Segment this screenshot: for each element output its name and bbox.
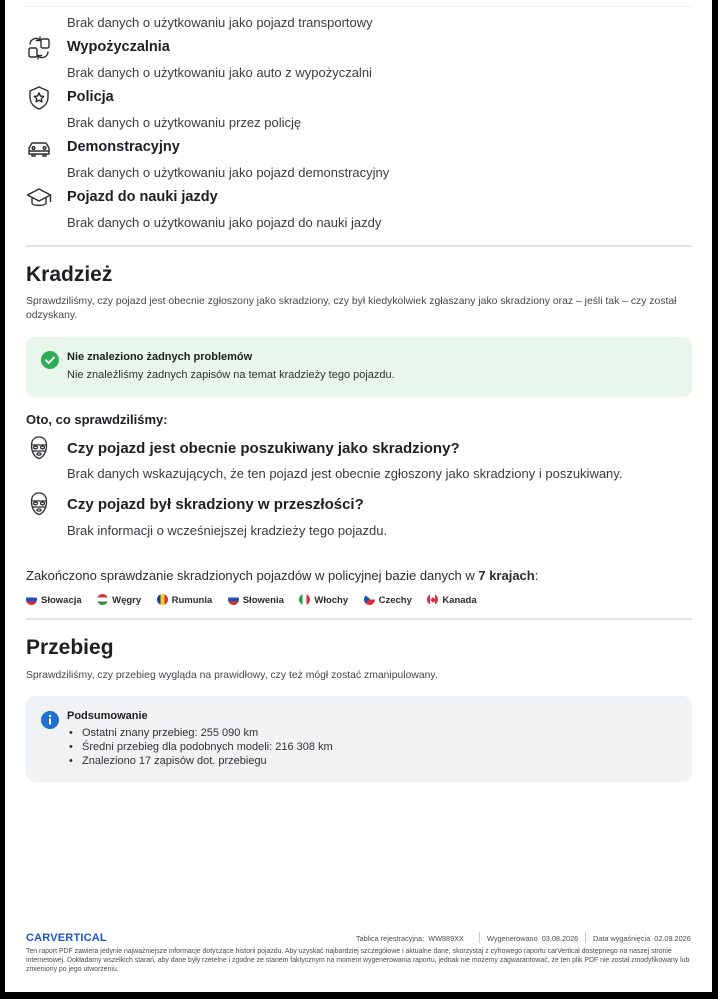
country-czechia	[364, 594, 412, 606]
country-canada	[427, 594, 476, 606]
generated-value: 03.08.2026	[541, 934, 579, 943]
footer-disclaimer: Ten raport PDF zawiera jedynie najważniejsze informacje dotyczące historii pojazdu. Aby uzyskać najbardziej szczegółowe i aktualne dane, skorzystaj z cyfrowego raportu carVertical dostępnego na naszej stronie internetowej. Dokładamy wszelkich starań, aby dane były rzetelne i zgodne ze stanem faktycznym na moment wygenerowania raportu, jednak nie możemy zagwarantować, że ten plik PDF nie został zmodyfikowany lub zmieniony po jego utworzeniu.	[26, 948, 690, 973]
country-slovakia	[26, 594, 82, 606]
police-shield-icon	[26, 85, 52, 111]
country-italy	[299, 594, 348, 606]
section-divider	[26, 245, 692, 247]
top-divider	[26, 6, 692, 7]
hungary-flag-icon	[97, 594, 108, 605]
country-name: Rumunia	[171, 595, 213, 606]
driving-school-text: Brak danych o użytkowaniu jako pojazd do nauki jazdy	[67, 215, 382, 230]
mileage-description: Sprawdziliśmy, czy przebieg wygląda na prawidłowy, czy też mógł zostać zmanipulowany.	[26, 670, 438, 681]
theft-description: Sprawdziliśmy, czy pojazd jest obecnie zgłoszony jako skradziony, czy był kiedykolwiek zgłaszany jako skradziony oraz – jeśli tak – czy został odzyskany.	[26, 296, 677, 321]
expiry-info	[593, 934, 691, 943]
plate-info	[356, 934, 464, 943]
expiry-value: 02.09.2026	[654, 934, 691, 943]
country-name: Włochy	[314, 595, 349, 606]
mileage-heading: Przebieg	[26, 636, 114, 659]
list-item: • Znaleziono 17 zapisów dot. przebiegu	[67, 754, 333, 768]
slovenia-flag-icon	[228, 594, 239, 605]
countries-intro-text: Zakończono sprawdzanie skradzionych pojazdów w policyjnej bazie danych w	[26, 568, 479, 583]
italy-flag-icon	[299, 594, 310, 605]
check-circle-icon	[41, 351, 59, 369]
plate-value: WW889XX	[428, 934, 464, 943]
rental-text: Brak danych o użytkowaniu jako auto z wypożyczalni	[67, 65, 372, 80]
plate-label: Tablica rejestracyjna:	[356, 934, 425, 943]
check-past-text: Brak informacji o wcześniejszej kradzieży tego pojazdu.	[67, 523, 388, 538]
police-text: Brak danych o użytkowaniu przez policję	[67, 115, 302, 130]
country-name: Kanada	[442, 595, 477, 606]
thief-mask-icon	[26, 491, 52, 517]
country-list	[26, 590, 488, 608]
transport-usage-text: Brak danych o użytkowaniu jako pojazd transportowy	[67, 15, 373, 30]
generated-info	[487, 934, 578, 943]
check-current-title: Czy pojazd jest obecnie poszukiwany jako skradziony?	[67, 440, 460, 457]
romania-flag-icon	[157, 594, 168, 605]
driving-school-title: Pojazd do nauki jazdy	[67, 189, 218, 205]
footer-separator	[585, 932, 586, 943]
country-hungary	[97, 594, 141, 606]
carvertical-logo: CARVERTICAL	[26, 932, 107, 944]
car-icon	[26, 135, 52, 161]
check-current-text: Brak danych wskazujących, że ten pojazd jest obecnie zgłoszony jako skradziony i poszukiwany.	[67, 466, 623, 481]
country-name: Czechy	[378, 595, 412, 606]
expiry-label: Data wygaśnięcia	[593, 934, 651, 943]
check-past-title: Czy pojazd był skradziony w przeszłości?	[67, 496, 364, 513]
rental-arrows-icon	[26, 35, 52, 61]
country-name: Węgry	[112, 595, 142, 606]
country-romania	[157, 594, 213, 606]
slovakia-flag-icon	[26, 594, 37, 605]
theft-status-box	[26, 337, 692, 397]
status-title: Nie znaleziono żadnych problemów	[67, 351, 253, 363]
graduation-cap-icon	[26, 185, 52, 211]
report-page	[5, 0, 712, 992]
country-slovenia	[228, 594, 284, 606]
demo-title: Demonstracyjny	[67, 139, 180, 155]
czechia-flag-icon	[364, 594, 375, 605]
countries-count: 7 krajach	[478, 568, 535, 583]
countries-suffix: :	[534, 568, 539, 583]
generated-label: Wygenerowano	[487, 934, 538, 943]
list-item: • Ostatni znany przebieg: 255 090 km	[67, 726, 333, 740]
status-text: Nie znaleźliśmy żadnych zapisów na temat kradzieży tego pojazdu.	[67, 369, 395, 381]
section-divider	[26, 618, 692, 620]
list-item: • Średni przebieg dla podobnych modeli: 216 308 km	[67, 740, 333, 754]
checked-label: Oto, co sprawdziliśmy:	[26, 412, 168, 427]
thief-mask-icon	[26, 435, 52, 461]
country-name: Słowacja	[41, 595, 82, 606]
summary-title: Podsumowanie	[67, 710, 148, 722]
canada-flag-icon	[427, 594, 438, 605]
info-icon	[41, 711, 59, 729]
footer-separator	[479, 932, 480, 943]
police-title: Policja	[67, 89, 114, 105]
countries-intro	[26, 568, 538, 583]
rental-title: Wypożyczalnia	[67, 39, 170, 55]
demo-text: Brak danych o użytkowaniu jako pojazd demonstracyjny	[67, 165, 390, 180]
mileage-list	[67, 726, 333, 768]
country-name: Słowenia	[242, 595, 284, 606]
theft-heading: Kradzież	[26, 263, 113, 286]
